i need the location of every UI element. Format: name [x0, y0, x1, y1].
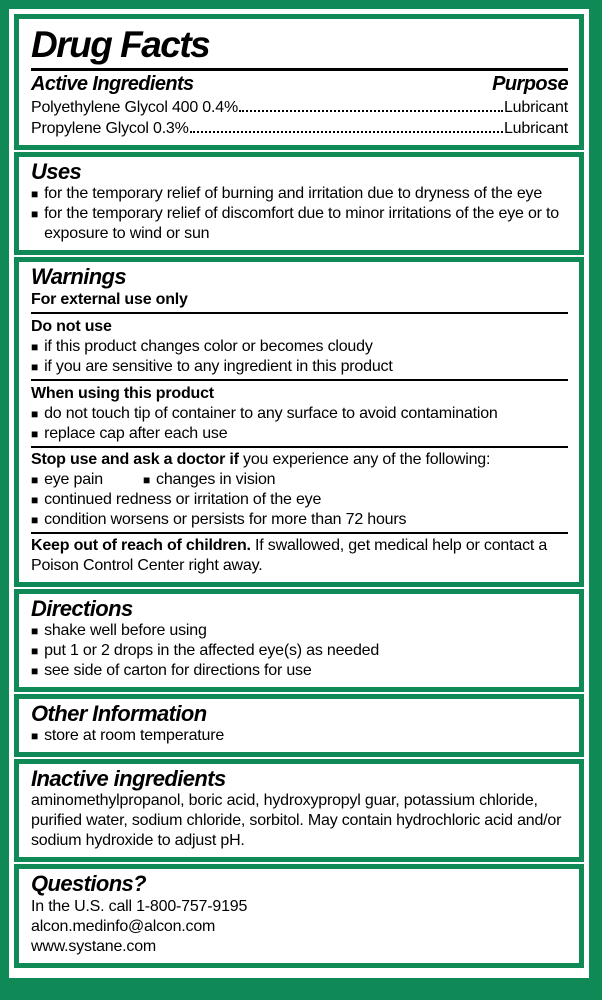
- section-warnings: [14, 257, 584, 587]
- questions-heading: Questions?: [31, 871, 147, 897]
- warnings-divider: [31, 312, 568, 314]
- when-using-bullet-text: replace cap after each use: [44, 425, 228, 443]
- bullet-square-icon: ■: [31, 340, 39, 355]
- uses-heading: Uses: [31, 159, 82, 185]
- stop-use-heading-rest: you experience any of the following:: [238, 451, 491, 469]
- external-use-statement: For external use only: [31, 291, 188, 309]
- directions-bullet: [31, 621, 568, 641]
- other-information-bullet: [31, 726, 568, 746]
- label-inner-margin: [9, 9, 589, 978]
- ingredient-name: Propylene Glycol 0.3%: [31, 120, 189, 138]
- dotted-leader: [239, 110, 503, 112]
- uses-bullet-text: for the temporary relief of burning and irritation due to dryness of the eye: [44, 185, 543, 203]
- inactive-ingredients-heading: Inactive ingredients: [31, 766, 226, 792]
- bullet-square-icon: ■: [31, 407, 39, 422]
- section-other-information: [14, 694, 584, 757]
- bullet-square-icon: ■: [142, 473, 151, 488]
- do-not-use-bullet: [31, 357, 568, 377]
- ingredient-purpose: Lubricant: [503, 120, 568, 138]
- when-using-heading: When using this product: [31, 385, 214, 403]
- ingredient-name: Polyethylene Glycol 400 0.4%: [31, 99, 238, 117]
- section-directions: [14, 589, 584, 692]
- directions-bullet-text: put 1 or 2 drops in the affected eye(s) as needed: [44, 642, 380, 660]
- questions-phone: In the U.S. call 1-800-757-9195: [31, 898, 248, 916]
- uses-bullet: [31, 184, 568, 204]
- directions-bullet: [31, 661, 568, 681]
- label-sections: [14, 14, 584, 973]
- section-uses: [14, 152, 584, 255]
- stop-use-bullet-text: condition worsens or persists for more than 72 hours: [44, 511, 407, 529]
- bullet-square-icon: ■: [31, 729, 39, 744]
- stop-use-heading-bold: Stop use and ask a doctor if: [31, 451, 239, 469]
- do-not-use-bullet-text: if you are sensitive to any ingredient in this product: [44, 358, 393, 376]
- section-questions: [14, 864, 584, 968]
- bullet-square-icon: ■: [31, 207, 39, 222]
- when-using-bullet: [31, 404, 568, 424]
- active-ingredients-header: [31, 72, 568, 97]
- section-drug-facts: [14, 14, 584, 150]
- when-using-bullet-text: do not touch tip of container to any surface to avoid contamination: [44, 405, 498, 423]
- dotted-leader: [190, 131, 503, 133]
- stop-use-bullet: [143, 470, 275, 490]
- uses-bullet-text: for the temporary relief of discomfort due to minor irritations of the eye or to exposure to wind or sun: [44, 205, 559, 243]
- bullet-square-icon: ■: [31, 644, 39, 659]
- stop-use-heading: [31, 450, 568, 470]
- bullet-square-icon: ■: [31, 187, 39, 202]
- do-not-use-bullet: [31, 337, 568, 357]
- directions-bullet-text: shake well before using: [44, 622, 207, 640]
- do-not-use-bullet-text: if this product changes color or becomes cloudy: [44, 338, 373, 356]
- when-using-bullet: [31, 424, 568, 444]
- inactive-ingredients-text: aminomethylpropanol, boric acid, hydroxypropyl guar, potassium chloride, purified water, sodium chloride, sorbitol. May contain hydrochloric acid and/or sodium hydroxide to adjust pH.: [31, 792, 562, 850]
- stop-use-bullet-text: eye pain: [44, 471, 103, 489]
- bullet-square-icon: ■: [31, 624, 39, 639]
- other-information-heading: Other Information: [31, 701, 207, 727]
- keep-out-of-reach-statement: [31, 536, 568, 576]
- bullet-square-icon: ■: [31, 473, 39, 488]
- warnings-divider: [31, 532, 568, 534]
- bullet-square-icon: ■: [31, 513, 39, 528]
- directions-bullet: [31, 641, 568, 661]
- keep-out-bold: Keep out of reach of children.: [31, 537, 251, 555]
- ingredient-row: [31, 97, 568, 118]
- do-not-use-heading: Do not use: [31, 318, 112, 336]
- bullet-square-icon: ■: [31, 427, 39, 442]
- stop-use-bullet-text: changes in vision: [156, 471, 276, 489]
- questions-email: alcon.medinfo@alcon.com: [31, 918, 216, 936]
- bullet-square-icon: ■: [31, 493, 39, 508]
- questions-website: www.systane.com: [31, 938, 157, 956]
- stop-use-bullet-text: continued redness or irritation of the eye: [44, 491, 322, 509]
- stop-use-bullet: [31, 490, 568, 510]
- purpose-heading: Purpose: [492, 73, 568, 96]
- bullet-square-icon: ■: [31, 664, 39, 679]
- title-divider: [31, 68, 568, 71]
- warnings-divider: [31, 379, 568, 381]
- active-ingredients-heading: Active Ingredients: [31, 73, 194, 96]
- ingredient-purpose: Lubricant: [503, 99, 568, 117]
- keep-out-rest: If swallowed, get medical help or contact a Poison Control Center right away.: [31, 537, 548, 575]
- warnings-divider: [31, 446, 568, 448]
- ingredient-row: [31, 118, 568, 139]
- stop-use-bullet: [31, 470, 103, 490]
- bullet-square-icon: ■: [31, 360, 39, 375]
- warnings-heading: Warnings: [31, 264, 127, 290]
- section-inactive-ingredients: [14, 759, 584, 862]
- directions-heading: Directions: [31, 596, 133, 622]
- directions-bullet-text: see side of carton for directions for use: [44, 662, 312, 680]
- uses-bullet: [31, 204, 568, 244]
- stop-use-inline-bullets: [31, 470, 568, 490]
- page-title: Drug Facts: [31, 24, 210, 65]
- other-information-bullet-text: store at room temperature: [44, 727, 225, 745]
- stop-use-bullet: [31, 510, 568, 530]
